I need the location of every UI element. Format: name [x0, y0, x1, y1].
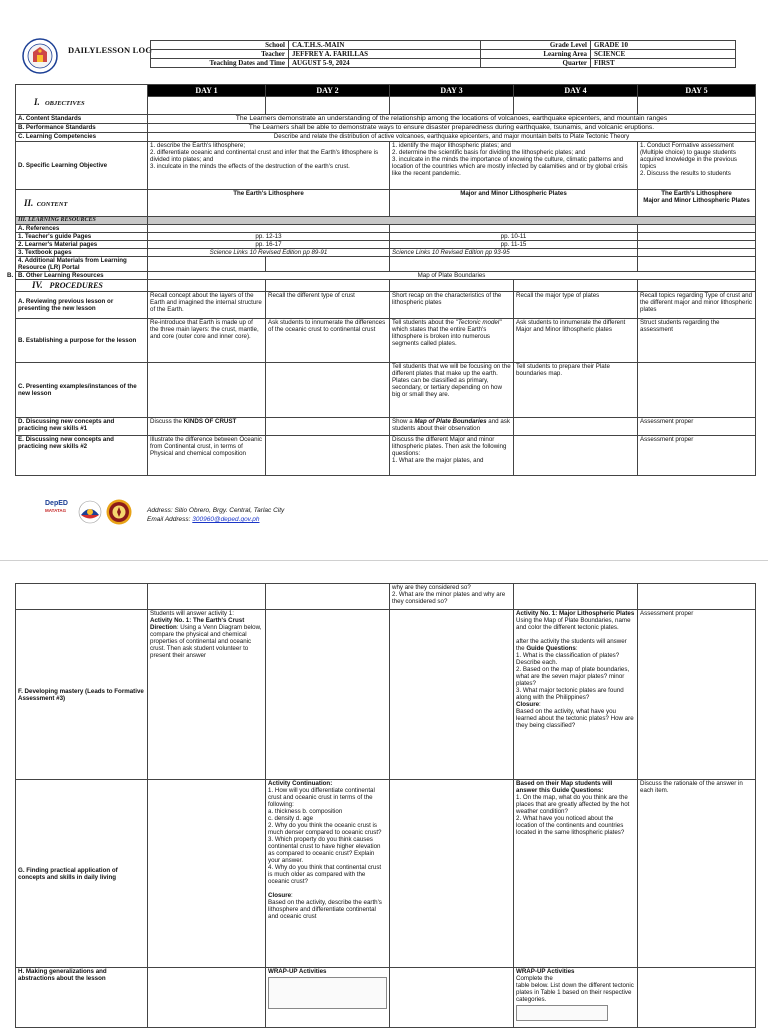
references-label: A. References: [16, 225, 148, 233]
resources-heading: III. LEARNING RESOURCES: [16, 217, 148, 225]
address-line: Address: Sitio Obrero, Brgy. Central, Tarlac City: [147, 507, 285, 514]
grade-value: GRADE 10: [591, 41, 736, 50]
proc-b-label: B. Establishing a purpose for the lesson: [16, 319, 148, 363]
proc-f-day1: [148, 610, 266, 780]
g-day4-a: Based on their Map students will answer this Guide Questions:: [516, 780, 613, 794]
learning-competencies-text: Describe and relate the distribution of active volcanoes, earthquake epicenters, and major mountain belts to Plate Tectonic Theory: [148, 133, 756, 142]
proc-c-label: C. Presenting examples/instances of the new lesson: [16, 363, 148, 418]
proc-e-day1: Illustrate the difference between Oceanic from Continental crust, in terms of Physical and chemical composition: [148, 436, 266, 476]
proc-c-day4: Tell students to prepare their Plate boundaries map.: [514, 363, 638, 418]
school-label: School: [151, 41, 289, 50]
email-link[interactable]: 300960@deped.gov.ph: [192, 516, 260, 523]
deped-seal-icon: [22, 38, 58, 74]
g-day4-b: 1. On the map, what do you think are the places that are greatly affected by the hot weather condition? 2. What have you noticed about the location of the continents and countries located in the same lithospheric plates?: [516, 794, 630, 836]
proc-b-day3-em: "Tectonic model": [455, 319, 502, 326]
deped-matatag-logo: [45, 500, 75, 514]
school-seal-icon: [106, 499, 132, 525]
content-day3: Major and Minor Lithospheric Plates: [390, 190, 638, 217]
email-line: [147, 515, 284, 524]
proc-b-day4: Ask students to innumerate the different Major and Minor lithospheric plates: [514, 319, 638, 363]
proc-d-day1-pre: Discuss the: [150, 418, 184, 425]
cont-day3: why are they considered so? 2. What are the minor plates and why are they considered so?: [390, 584, 514, 610]
teacher-value: JEFFREY A. FARILLAS: [289, 50, 481, 59]
page-2: [0, 560, 768, 1025]
f-day4-d: Guide Questions: [526, 645, 576, 652]
day-3-header: DAY 3: [390, 85, 514, 97]
performance-standards-label: B. Performance Standards: [16, 124, 148, 133]
proc-e-label: E. Discussing new concepts and practicing new skills #2: [16, 436, 148, 476]
proc-d-day3: [390, 418, 514, 436]
f-day1-b: Activity No. 1: The Earth's Crust: [150, 617, 245, 624]
proc-f-label: F. Developing mastery (Leads to Formative Assessment #3): [16, 610, 148, 780]
lesson-log-table: [7, 84, 756, 476]
other-resources-text: B. Other Learning Resources: [18, 272, 104, 279]
proc-a-day1: Recall concept about the layers of the Earth and imagined the internal structure of the Earth.: [148, 292, 266, 319]
proc-f-day5: Assessment proper: [638, 610, 756, 780]
proc-b-day3-post: which states that the entire Earth's lithosphere is broken into numerous segments called plates.: [392, 326, 491, 347]
proc-f-day4: [514, 610, 638, 780]
proc-g-label: G. Finding practical application of concepts and skills in daily living: [16, 780, 148, 968]
teachers-guide-day1: pp. 12-13: [148, 233, 390, 241]
f-day4-a: Activity No. 1: [516, 610, 556, 617]
proc-g-day4: [514, 780, 638, 968]
proc-h-label: H. Making generalizations and abstractions about the lesson: [16, 968, 148, 1028]
logo-deped-text: DepED: [45, 500, 68, 507]
proc-b-day1: Re-introduce that Earth is made up of the three main layers: the crust, mantle, and core (outer core and inner core).: [148, 319, 266, 363]
f-day4-g: : Based on the activity, what have you learned about the tectonic plates? How are they being classified?: [516, 701, 634, 729]
f-day4-b: : Major Lithospheric Plates: [555, 610, 635, 617]
objectives-heading: [16, 97, 148, 115]
footer-address: [147, 506, 284, 524]
proc-d-day3-pre: Show a: [392, 418, 415, 425]
other-resources-label: [7, 272, 148, 280]
additional-materials-label: 4. Additional Materials from Learning Resource (LR) Portal: [16, 257, 148, 272]
proc-b-day2: Ask students to innumerate the differences of the oceanic crust to continental crust: [266, 319, 390, 363]
g-day2-d: : Based on the activity, describe the earth's lithosphere and differentiate continental and oceanic crust: [268, 892, 382, 920]
procedures-title: PROCEDURES: [49, 281, 103, 290]
proc-d-day5: Assessment proper: [638, 418, 756, 436]
specific-objective-day3: 1. identify the major lithospheric plates; and 2. determine the scientific basis for dividing the lithospheric plates; and 3. inculcate in the minds the importance of knowing the culture, climatic patterns and location of the countries which are mostly infected by calamities and or by global crisis like the recent pandemic.: [390, 142, 638, 190]
quarter-label: Quarter: [481, 59, 591, 68]
proc-e-day3: Discuss the different Major and minor lithospheric plates. Then ask the following questions: 1. What are the major plates, and: [390, 436, 514, 476]
proc-d-day3-post: and ask students about their observation: [392, 418, 510, 432]
quarter-value: FIRST: [591, 59, 736, 68]
procedures-num: IV.: [32, 280, 43, 290]
document-title: DAILYLESSON LOG: [68, 45, 153, 55]
wrap-up-table-image: [516, 1005, 608, 1021]
textbook-label: 3. Textbook pages: [16, 249, 148, 257]
content-num: II.: [24, 197, 34, 208]
content-heading: [16, 190, 148, 217]
grade-label: Grade Level: [481, 41, 591, 50]
proc-a-day2: Recall the different type of crust: [266, 292, 390, 319]
specific-objective-day5: 1. Conduct Formative assessment (Multiple choice) to gauge students acquired knowledge in the previous topics 2. Discuss the results to students: [638, 142, 756, 190]
proc-e-day5: Assessment proper: [638, 436, 756, 476]
proc-a-label: A. Reviewing previous lesson or presenting the new lesson: [16, 292, 148, 319]
content-day1: The Earth's Lithosphere: [148, 190, 390, 217]
proc-d-label: D. Discussing new concepts and practicing new skills #1: [16, 418, 148, 436]
dates-value: AUGUST 5-9, 2024: [289, 59, 481, 68]
h-day4-title: WRAP-UP Activities: [516, 968, 575, 975]
area-value: SCIENCE: [591, 50, 736, 59]
day-4-header: DAY 4: [514, 85, 638, 97]
proc-c-day3: Tell students that we will be focusing on the different plates that make up the earth. Plates can be classified as primary, secondary, or tertiary depending on how big or small they are.: [390, 363, 514, 418]
proc-d-day3-b: Map of Plate Boundaries: [414, 418, 487, 425]
f-day4-e: : 1. What is the classification of plates? Describe each. 2. Based on the map of plate boundaries, what are the seven major plates? minor plates? 3. What major tectonic plates are found along with the Philippines?: [516, 645, 630, 701]
email-label: Email Address:: [147, 516, 193, 523]
header-table: [150, 40, 736, 68]
f-day4-c: Using the Map of Plate Boundaries, name and color the different tectonic plates. after the activity the students will answer the: [516, 617, 631, 652]
objectives-title: OBJECTIVES: [44, 99, 85, 107]
content-standards-text: The Learners demonstrate an understanding of the relationship among the locations of volcanoes, earthquake epicenters, and mountain ranges: [148, 115, 756, 124]
h-day2-title: WRAP-UP Activities: [268, 968, 327, 975]
proc-g-day2: [266, 780, 390, 968]
proc-d-day1: [148, 418, 266, 436]
teachers-guide-label: 1. Teacher's guide Pages: [16, 233, 148, 241]
proc-a-day3: Short recap on the characteristics of the lithospheric plates: [390, 292, 514, 319]
area-label: Learning Area: [481, 50, 591, 59]
learners-material-day3: pp. 11-15: [390, 241, 638, 249]
wrap-up-fill-in-image: [268, 977, 387, 1009]
performance-standards-text: The Learners shall be able to demonstrate ways to ensure disaster preparedness during earthquake, tsunamis, and volcanic eruptions.: [148, 124, 756, 133]
f-day1-d: : Using a Venn Diagram below, compare the physical and chemical properties of continental and oceanic crust. Then ask student volunteer to present their answer: [150, 624, 262, 659]
proc-h-day2: [266, 968, 390, 1028]
learning-competencies-label: C. Learning Competencies: [16, 133, 148, 142]
g-day2-b: 1. How will you differentiate continental crust and oceanic crust in terms of the following: a. thickness b. composition c. density d. age 2. Why do you think the oceanic crust is much denser compared to oceanic crust? 3. Which property do you think causes continental crust to have higher elevation as compared to oceanic crust? Explain your answer. 4. Why do you think that continental crust is much older as compared with the oceanic crust?: [268, 787, 382, 885]
bagong-pilipinas-logo-icon: [78, 500, 102, 524]
day-2-header: DAY 2: [266, 85, 390, 97]
proc-b-day5: Struct students regarding the assessment: [638, 319, 756, 363]
content-title: CONTENT: [36, 200, 68, 208]
lesson-log-table-continued: [15, 583, 756, 1028]
day-5-header: DAY 5: [638, 85, 756, 97]
proc-b-day3-pre: Tell students about the: [392, 319, 456, 326]
f-day1-a: Students will answer activity 1:: [150, 610, 234, 617]
content-standards-label: A. Content Standards: [16, 115, 148, 124]
corner-cell: [16, 85, 148, 97]
proc-a-day4: Recall the major type of plates: [514, 292, 638, 319]
f-day4-f: Closure: [516, 701, 540, 708]
dates-label: Teaching Dates and Time: [151, 59, 289, 68]
proc-d-day1-b: KINDS OF CRUST: [183, 418, 237, 425]
other-resources-value: Map of Plate Boundaries: [148, 272, 756, 280]
proc-a-day5: Recall topics regarding Type of crust and the different major and minor lithospheric plates: [638, 292, 756, 319]
logo-matatag-text: MATATAG: [45, 508, 67, 513]
procedures-heading: [16, 280, 148, 292]
g-day2-a: Activity Continuation:: [268, 780, 333, 787]
day-1-header: DAY 1: [148, 85, 266, 97]
objectives-num: I.: [34, 96, 40, 107]
learners-material-day1: pp. 16-17: [148, 241, 390, 249]
textbook-day3: Science Links 10 Revised Edition pp 93-95: [390, 249, 638, 257]
proc-g-day5: Discuss the rationale of the answer in each item.: [638, 780, 756, 968]
school-value: CA.T.H.S.-MAIN: [289, 41, 481, 50]
content-day5: The Earth's Lithosphere Major and Minor Lithospheric Plates: [638, 190, 756, 217]
other-resources-prefix: B.: [7, 272, 14, 279]
proc-h-day4: [514, 968, 638, 1028]
teachers-guide-day3: pp. 10-11: [390, 233, 638, 241]
specific-objective-label: D. Specific Learning Objective: [16, 142, 148, 190]
f-day1-c: Direction: [150, 624, 177, 631]
proc-b-day3: [390, 319, 514, 363]
learners-material-label: 2. Learner's Material pages: [16, 241, 148, 249]
teacher-label: Teacher: [151, 50, 289, 59]
h-day4-text: Complete the table below. List down the different tectonic plates in Table 1 based on their respective categories.: [516, 975, 634, 1003]
textbook-day1: Science Links 10 Revised Edition pp 89-91: [148, 249, 390, 257]
specific-objective-day1: 1. describe the Earth's lithosphere; 2. differentiate oceanic and continental crust and infer that the Earth's lithosphere is divided into plates; and 3. inculcate in the minds the effects of the destruction of the earth's crust.: [148, 142, 390, 190]
g-day2-c: Closure: [268, 892, 292, 899]
